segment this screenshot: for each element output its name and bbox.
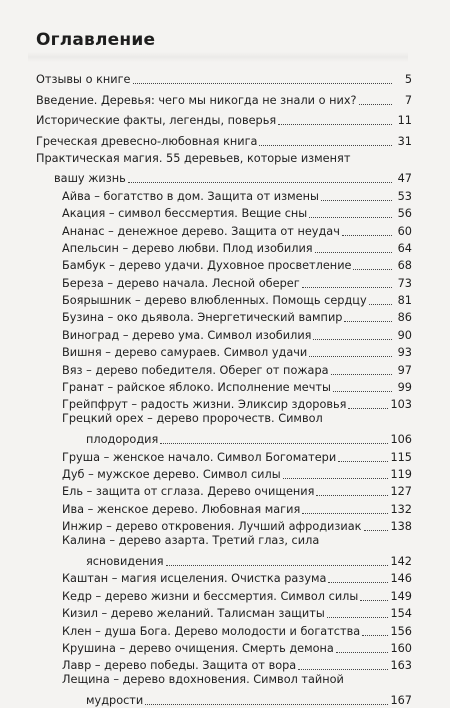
toc-entry: [36, 308, 412, 325]
entry-title: Клен – душа Бога. Дерево молодости и богатства: [62, 624, 361, 638]
toc-entry: [36, 325, 412, 342]
entry-title: Введение. Деревья: чего мы никогда не знали о них?: [36, 93, 357, 107]
entry-title: Греческая древесно-любовная книга: [36, 134, 258, 148]
toc-entry: [36, 291, 412, 308]
toc-entry: [36, 534, 412, 569]
entry-title: Айва – богатство в дом. Защита от измены: [62, 189, 319, 203]
entry-title: Отзывы о книге: [36, 73, 131, 87]
entry-continuation: [62, 430, 412, 447]
entry-title: Виноград – дерево ума. Символ изобилия: [62, 328, 312, 342]
dot-leader: [128, 182, 392, 183]
dot-leader: [362, 635, 388, 636]
dot-leader: [278, 124, 392, 125]
dot-leader: [309, 217, 392, 218]
entry-page-number: 119: [390, 467, 412, 481]
dot-leader: [259, 145, 392, 146]
entry-page-number: 146: [390, 572, 412, 586]
dot-leader: [133, 83, 392, 84]
entry-title: Ива – женское дерево. Любовная магия: [62, 502, 301, 516]
entry-title: Инжир – дерево откровения. Лучший афродизиак: [62, 520, 362, 534]
entry-page-number: 64: [397, 241, 412, 255]
entry-title: Апельсин – дерево любви. Плод изобилия: [62, 241, 313, 255]
entry-title: Исторические факты, легенды, поверья: [36, 114, 277, 128]
entry-page-number: 154: [390, 607, 412, 621]
toc-entry: [36, 111, 412, 128]
entry-page-number: 11: [397, 114, 412, 128]
entry-title: Каштан – магия исцеления. Очистка разума: [62, 572, 327, 586]
toc-entry: [36, 256, 412, 273]
dot-leader: [333, 391, 392, 392]
toc-entry: [36, 273, 412, 290]
entry-page-number: 160: [390, 641, 412, 655]
dot-leader: [348, 408, 388, 409]
toc-entry: [36, 239, 412, 256]
entry-page-number: 167: [390, 694, 412, 708]
entry-title: Дуб – мужское дерево. Символ силы: [62, 467, 281, 481]
toc-heading: Оглавление: [36, 30, 156, 50]
dot-leader: [338, 461, 388, 462]
dot-leader: [328, 582, 388, 583]
entry-title: Крушина – дерево очищения. Смерть демона: [62, 641, 334, 655]
entry-page-number: 103: [390, 398, 412, 412]
entry-title: Вишня – дерево самураев. Символ удачи: [62, 346, 308, 360]
dot-leader: [342, 235, 392, 236]
toc-entry: [36, 360, 412, 377]
dot-leader: [327, 617, 389, 618]
sub-entries: [36, 186, 412, 708]
dot-leader: [302, 513, 388, 514]
toc-entry: [36, 221, 412, 238]
entry-page-number: 86: [397, 311, 412, 325]
entry-page-number: 106: [390, 433, 412, 447]
toc-entry: [36, 517, 412, 534]
table-of-contents: [36, 70, 412, 708]
dot-leader: [302, 287, 392, 288]
dot-leader: [360, 600, 388, 601]
dot-leader: [283, 478, 389, 479]
entry-title: Гранат – райское яблоко. Исполнение мечты: [62, 381, 331, 395]
toc-entry: [36, 395, 412, 412]
top-entries: [36, 70, 412, 149]
entry-page-number: 132: [390, 502, 412, 516]
toc-entry: [36, 499, 412, 516]
entry-page-number: 115: [390, 450, 412, 464]
entry-continuation: [62, 691, 412, 708]
section-title-line1: Практическая магия. 55 деревьев, которые изменят: [36, 151, 351, 165]
dot-leader: [359, 104, 392, 105]
entry-title: Грецкий орех – дерево пророчеств. Символ: [62, 412, 323, 426]
dot-leader: [321, 200, 392, 201]
toc-entry: [36, 131, 412, 148]
dot-leader: [166, 565, 389, 566]
dot-leader: [353, 269, 392, 270]
entry-title: Боярышник – дерево влюбленных. Помощь сердцу: [62, 294, 367, 308]
entry-page-number: 5: [404, 73, 412, 87]
dot-leader: [369, 304, 392, 305]
entry-title: Береза – дерево начала. Лесной оберег: [62, 276, 300, 290]
entry-page-number: 73: [397, 276, 412, 290]
entry-page-number: 156: [390, 624, 412, 638]
toc-entry: [36, 673, 412, 708]
entry-page-number: 68: [397, 259, 412, 273]
entry-title: Ель – защита от сглаза. Дерево очищения: [62, 485, 315, 499]
section-title-line2-row: [36, 169, 412, 186]
toc-entry: [36, 378, 412, 395]
toc-entry: [36, 186, 412, 203]
entry-title: Грейпфрут – радость жизни. Эликсир здоровья: [62, 398, 347, 412]
toc-entry: [36, 204, 412, 221]
dot-leader: [336, 652, 389, 653]
entry-title: Кедр – дерево жизни и бессмертия. Символ силы: [62, 589, 359, 603]
toc-entry: [36, 639, 412, 656]
entry-page-number: 142: [390, 554, 412, 568]
entry-continuation: [62, 552, 412, 569]
entry-title: Лещина – дерево вдохновения. Символ тайной: [62, 673, 344, 687]
entry-title-continued: мудрости: [86, 694, 144, 708]
entry-page-number: 163: [390, 659, 412, 673]
entry-title: Калина – дерево азарта. Третий глаз, сила: [62, 534, 320, 548]
entry-page-number: 7: [404, 93, 412, 107]
entry-page-number: 138: [390, 520, 412, 534]
entry-title: Акация – символ бессмертия. Вещие сны: [62, 207, 308, 221]
entry-page-number: 31: [397, 134, 412, 148]
scan-shadow: [28, 52, 408, 62]
dot-leader: [309, 356, 392, 357]
toc-entry: [36, 586, 412, 603]
entry-title: Бамбук – дерево удачи. Духовное просветление: [62, 259, 352, 273]
entry-title-continued: плодородия: [86, 433, 159, 447]
entry-page-number: 127: [390, 485, 412, 499]
toc-entry: [36, 604, 412, 621]
toc-entry: [36, 569, 412, 586]
dot-leader: [315, 252, 392, 253]
dot-leader: [313, 339, 392, 340]
dot-leader: [344, 321, 392, 322]
dot-leader: [145, 704, 388, 705]
toc-entry: [36, 412, 412, 447]
section-entry: [36, 152, 412, 187]
entry-page-number: 93: [397, 346, 412, 360]
entry-title-continued: ясновидения: [86, 554, 164, 568]
toc-entry: [36, 447, 412, 464]
toc-entry: [36, 70, 412, 87]
toc-entry: [36, 482, 412, 499]
entry-page-number: 81: [397, 294, 412, 308]
toc-entry: [36, 90, 412, 107]
dot-leader: [316, 495, 388, 496]
entry-page-number: 99: [397, 381, 412, 395]
dot-leader: [364, 530, 389, 531]
entry-title: Вяз – дерево победителя. Оберег от пожара: [62, 363, 329, 377]
toc-entry: [36, 621, 412, 638]
entry-page-number: 53: [397, 189, 412, 203]
entry-title: Груша – женское начало. Символ Богоматери: [62, 450, 337, 464]
entry-page-number: 149: [390, 589, 412, 603]
dot-leader: [298, 669, 388, 670]
dot-leader: [160, 443, 388, 444]
entry-title: Лавр – дерево победы. Защита от вора: [62, 659, 297, 673]
entry-title: Бузина – око дьявола. Энергетический вампир: [62, 311, 343, 325]
toc-entry: [36, 656, 412, 673]
entry-title: Ананас – денежное дерево. Защита от неудач: [62, 224, 340, 238]
section-title-line2: вашу жизнь: [54, 172, 126, 186]
entry-page-number: 90: [397, 328, 412, 342]
toc-entry: [36, 465, 412, 482]
entry-title: Кизил – дерево желаний. Талисман защиты: [62, 607, 325, 621]
entry-page-number: 56: [397, 207, 412, 221]
entry-page-number: 97: [397, 363, 412, 377]
section-page-number: 47: [397, 172, 412, 186]
dot-leader: [331, 374, 392, 375]
toc-entry: [36, 343, 412, 360]
entry-page-number: 60: [397, 224, 412, 238]
